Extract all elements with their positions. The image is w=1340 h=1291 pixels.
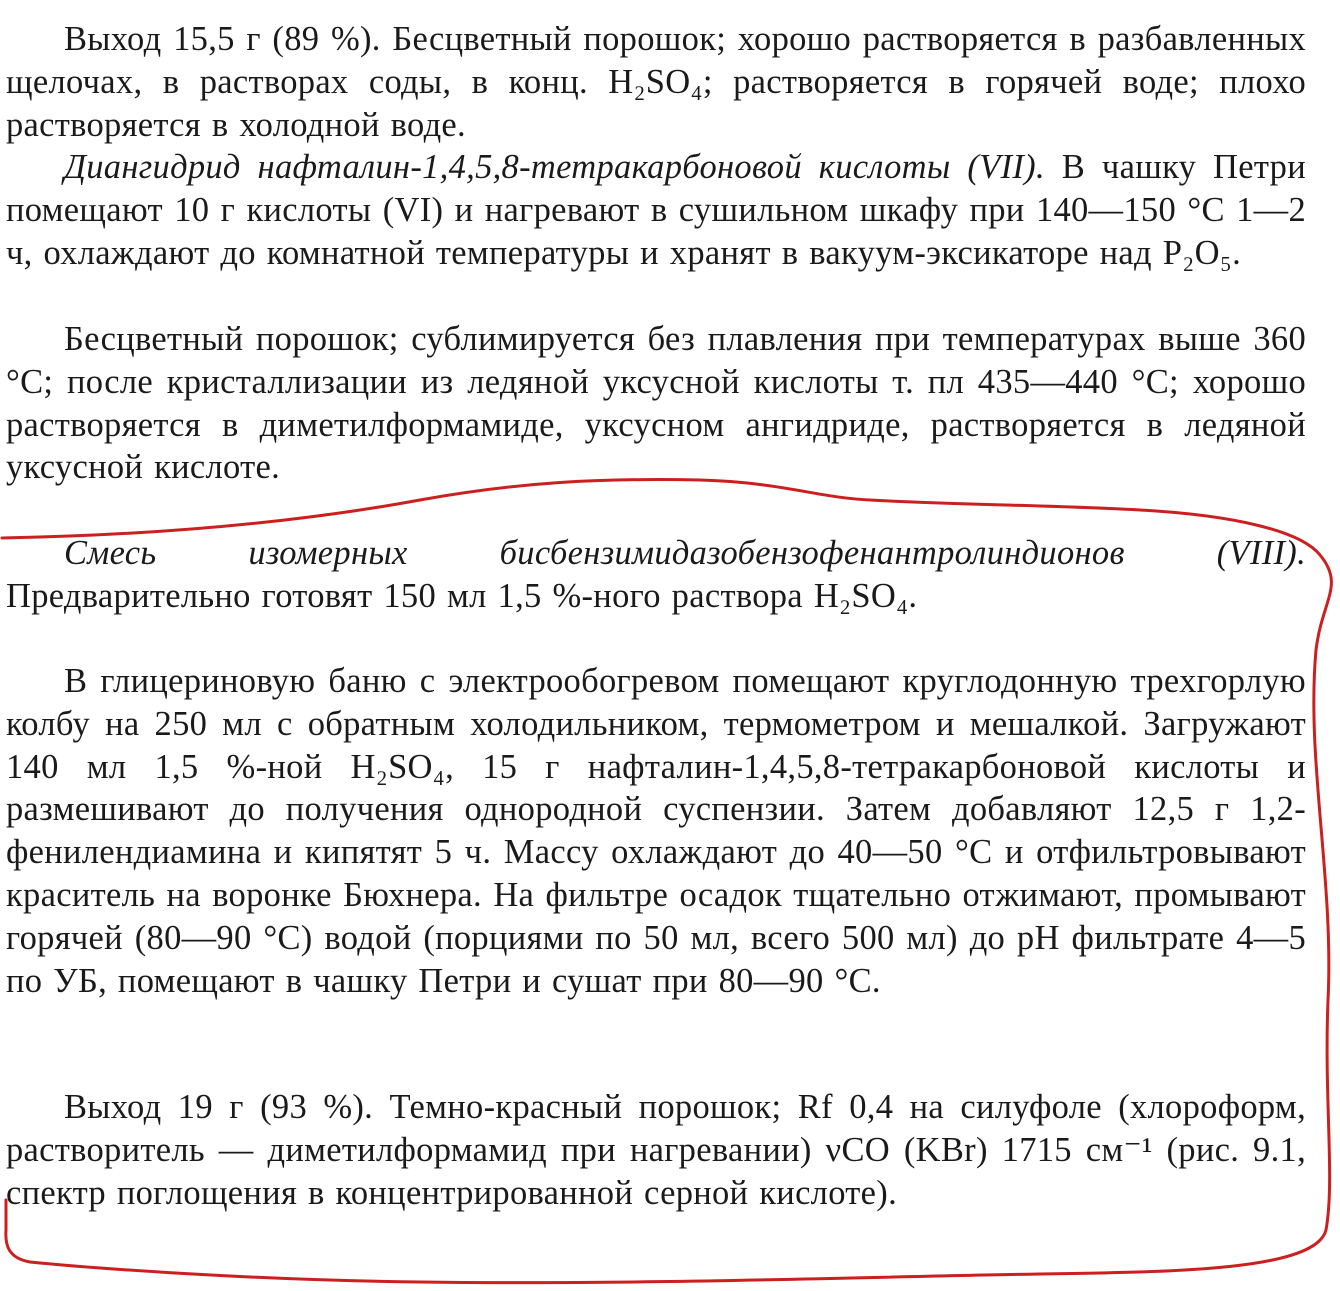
- paragraph-yield-viii: Выход 19 г (93 %). Темно-красный порошок; Rf 0,4 на силуфоле (хлороформ, растворитель — диметилформамид при нагревании) νCO (KBr) 1715 см⁻¹ (рис. 9.1, спектр поглощения в концентрированной серной кислоте).: [6, 1088, 1306, 1212]
- paragraph-properties-vii: Бесцветный порошок; сублимируется без плавления при температурах выше 360 °C; после кристаллизации из ледяной уксусной кислоты т. пл 435—440 °C; хорошо растворяется в диметилформамиде, уксусном ангидриде, растворяется в ледяной уксусной кислоте.: [6, 320, 1306, 487]
- paragraph-yield-1: Выход 15,5 г (89 %). Бесцветный порошок; хорошо растворяется в разбавленных щелочах, в растворах соды, в конц. H₂SO₄; растворяется в горячей воде; плохо растворяется в холодной воде.: [6, 20, 1306, 144]
- compound-heading-vii: Диангидрид нафталин-1,4,5,8-тетракарбоновой кислоты (VII).: [64, 148, 1045, 186]
- paragraph-procedure-viii: В глицериновую баню с электрообогревом помещают круглодонную трехгорлую колбу на 250 мл с обратным холодильником, термометром и мешалкой. Загружают 140 мл 1,5 %-ной H₂SO₄, 15 г нафталин-1,4,5,8-тетракарбоновой кислоты и размешивают до получения однородной суспензии. Затем добавляют 12,5 г 1,2-фенилендиамина и кипятят 5 ч. Массу охлаждают до 40—50 °C и отфильтровывают краситель на воронке Бюхнера. На фильтре осадок тщательно отжимают, промывают горячей (80—90 °C) водой (порциями по 50 мл, всего 500 мл) до pH фильтрате 4—5 по УБ, помещают в чашку Петри и сушат при 80—90 °C.: [6, 662, 1306, 1000]
- procedure-text-viii: Предварительно готовят 150 мл 1,5 %-ного раствора H₂SO₄.: [6, 576, 918, 615]
- paragraph-mixture-viii: [6, 532, 1306, 618]
- procedure-text-vii: В чашку Петри помещают 10 г кислоты (VI) и нагревают в сушильном шкафу при 140—150 °C 1—2 ч, охлаждают до комнатной температуры и хранят в вакуум-эксикаторе над P₂O₅.: [6, 148, 1306, 272]
- paragraph-dianhydride: [6, 146, 1306, 274]
- compound-heading-viii: Смесь изомерных бисбензимидазобензофенантролиндионов (VIII).: [64, 534, 1306, 572]
